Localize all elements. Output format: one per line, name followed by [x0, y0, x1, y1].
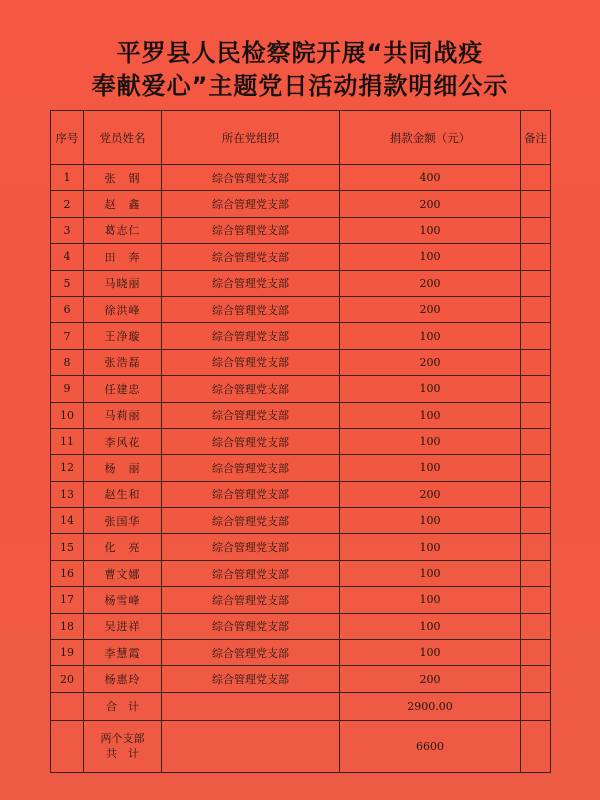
- table-row: [51, 296, 551, 322]
- row-amount: 100: [340, 587, 521, 613]
- total-no-cell: [51, 692, 84, 720]
- row-no: 17: [51, 587, 84, 613]
- row-amount: 100: [340, 376, 521, 402]
- row-amount: 200: [340, 481, 521, 507]
- grand-total-label: [84, 720, 162, 772]
- table-row: [51, 534, 551, 560]
- row-note: [521, 428, 551, 454]
- row-amount: 100: [340, 217, 521, 243]
- row-name: 张国华: [84, 508, 162, 534]
- header-no: 序号: [51, 111, 84, 165]
- table-row: [51, 666, 551, 692]
- table-row: [51, 402, 551, 428]
- row-name: 李风花: [84, 428, 162, 454]
- table-row: [51, 217, 551, 243]
- row-org: 综合管理党支部: [162, 165, 340, 191]
- row-no: 4: [51, 244, 84, 270]
- total-note-cell: [521, 692, 551, 720]
- row-amount: 200: [340, 191, 521, 217]
- row-no: 3: [51, 217, 84, 243]
- row-no: 2: [51, 191, 84, 217]
- row-amount: 100: [340, 640, 521, 666]
- row-no: 11: [51, 428, 84, 454]
- row-amount: 100: [340, 402, 521, 428]
- row-amount: 200: [340, 296, 521, 322]
- row-org: 综合管理党支部: [162, 191, 340, 217]
- row-org: 综合管理党支部: [162, 666, 340, 692]
- row-amount: 100: [340, 455, 521, 481]
- row-org: 综合管理党支部: [162, 217, 340, 243]
- grand-note-cell: [521, 720, 551, 772]
- row-no: 8: [51, 349, 84, 375]
- grand-no-cell: [51, 720, 84, 772]
- row-no: 1: [51, 165, 84, 191]
- row-note: [521, 455, 551, 481]
- row-note: [521, 270, 551, 296]
- row-name: 田 奔: [84, 244, 162, 270]
- row-name: 曹文娜: [84, 560, 162, 586]
- row-amount: 100: [340, 428, 521, 454]
- row-name: 赵生和: [84, 481, 162, 507]
- header-name: 党员姓名: [84, 111, 162, 165]
- row-note: [521, 244, 551, 270]
- row-org: 综合管理党支部: [162, 244, 340, 270]
- row-no: 6: [51, 296, 84, 322]
- row-name: 李慧霞: [84, 640, 162, 666]
- table-row: [51, 376, 551, 402]
- row-org: 综合管理党支部: [162, 481, 340, 507]
- row-name: 马晓丽: [84, 270, 162, 296]
- table-row: [51, 349, 551, 375]
- row-note: [521, 217, 551, 243]
- row-note: [521, 508, 551, 534]
- row-name: 化 亮: [84, 534, 162, 560]
- row-org: 综合管理党支部: [162, 296, 340, 322]
- total-row: [51, 692, 551, 720]
- donation-table: [50, 110, 551, 773]
- row-note: [521, 349, 551, 375]
- row-amount: 200: [340, 666, 521, 692]
- row-amount: 200: [340, 349, 521, 375]
- row-amount: 100: [340, 560, 521, 586]
- row-note: [521, 613, 551, 639]
- table-header-row: [51, 111, 551, 165]
- header-note: 备注: [521, 111, 551, 165]
- row-no: 19: [51, 640, 84, 666]
- table-row: [51, 587, 551, 613]
- row-org: 综合管理党支部: [162, 587, 340, 613]
- row-name: 张 钢: [84, 165, 162, 191]
- row-org: 综合管理党支部: [162, 349, 340, 375]
- row-amount: 100: [340, 244, 521, 270]
- grand-total-row: [51, 720, 551, 772]
- row-org: 综合管理党支部: [162, 428, 340, 454]
- table-row: [51, 508, 551, 534]
- row-note: [521, 191, 551, 217]
- row-note: [521, 560, 551, 586]
- title-line-2: 奉献爱心”主题党日活动捐款明细公示: [91, 72, 509, 100]
- row-amount: 100: [340, 534, 521, 560]
- row-note: [521, 640, 551, 666]
- row-amount: 100: [340, 323, 521, 349]
- row-no: 5: [51, 270, 84, 296]
- title-line-1: 平罗县人民检察院开展“共同战疫: [116, 39, 484, 67]
- row-no: 20: [51, 666, 84, 692]
- row-name: 徐洪峰: [84, 296, 162, 322]
- total-org-cell: [162, 692, 340, 720]
- row-org: 综合管理党支部: [162, 508, 340, 534]
- grand-total-amount: 6600: [340, 720, 521, 772]
- row-org: 综合管理党支部: [162, 613, 340, 639]
- row-note: [521, 587, 551, 613]
- row-no: 14: [51, 508, 84, 534]
- row-no: 13: [51, 481, 84, 507]
- row-no: 15: [51, 534, 84, 560]
- grand-org-cell: [162, 720, 340, 772]
- row-org: 综合管理党支部: [162, 323, 340, 349]
- row-name: 王净璇: [84, 323, 162, 349]
- row-org: 综合管理党支部: [162, 534, 340, 560]
- grand-label-line-1: 两个支部: [100, 732, 145, 746]
- row-amount: 400: [340, 165, 521, 191]
- total-label: 合 计: [84, 692, 162, 720]
- row-note: [521, 534, 551, 560]
- table-row: [51, 270, 551, 296]
- total-amount: 2900.00: [340, 692, 521, 720]
- table-row: [51, 640, 551, 666]
- row-org: 综合管理党支部: [162, 376, 340, 402]
- row-org: 综合管理党支部: [162, 402, 340, 428]
- row-no: 9: [51, 376, 84, 402]
- table-row: [51, 165, 551, 191]
- row-name: 马莉丽: [84, 402, 162, 428]
- row-note: [521, 165, 551, 191]
- row-no: 16: [51, 560, 84, 586]
- row-name: 赵 鑫: [84, 191, 162, 217]
- row-no: 12: [51, 455, 84, 481]
- row-amount: 200: [340, 270, 521, 296]
- row-name: 杨雪峰: [84, 587, 162, 613]
- row-note: [521, 402, 551, 428]
- row-amount: 100: [340, 613, 521, 639]
- row-note: [521, 666, 551, 692]
- row-name: 任建忠: [84, 376, 162, 402]
- row-no: 10: [51, 402, 84, 428]
- row-org: 综合管理党支部: [162, 455, 340, 481]
- row-note: [521, 481, 551, 507]
- table-row: [51, 191, 551, 217]
- row-note: [521, 323, 551, 349]
- row-amount: 100: [340, 508, 521, 534]
- table-row: [51, 481, 551, 507]
- notice-title: [0, 37, 600, 103]
- row-name: 吴进祥: [84, 613, 162, 639]
- table-row: [51, 560, 551, 586]
- grand-label-line-2: 共 计: [106, 747, 139, 761]
- header-org: 所在党组织: [162, 111, 340, 165]
- row-note: [521, 296, 551, 322]
- header-amount: 捐款金额（元）: [340, 111, 521, 165]
- row-no: 7: [51, 323, 84, 349]
- table-row: [51, 455, 551, 481]
- row-no: 18: [51, 613, 84, 639]
- table-row: [51, 428, 551, 454]
- row-note: [521, 376, 551, 402]
- row-org: 综合管理党支部: [162, 560, 340, 586]
- row-org: 综合管理党支部: [162, 640, 340, 666]
- table-row: [51, 244, 551, 270]
- row-org: 综合管理党支部: [162, 270, 340, 296]
- table-row: [51, 613, 551, 639]
- row-name: 葛志仁: [84, 217, 162, 243]
- row-name: 杨 丽: [84, 455, 162, 481]
- row-name: 张浩磊: [84, 349, 162, 375]
- table-row: [51, 323, 551, 349]
- row-name: 杨惠玲: [84, 666, 162, 692]
